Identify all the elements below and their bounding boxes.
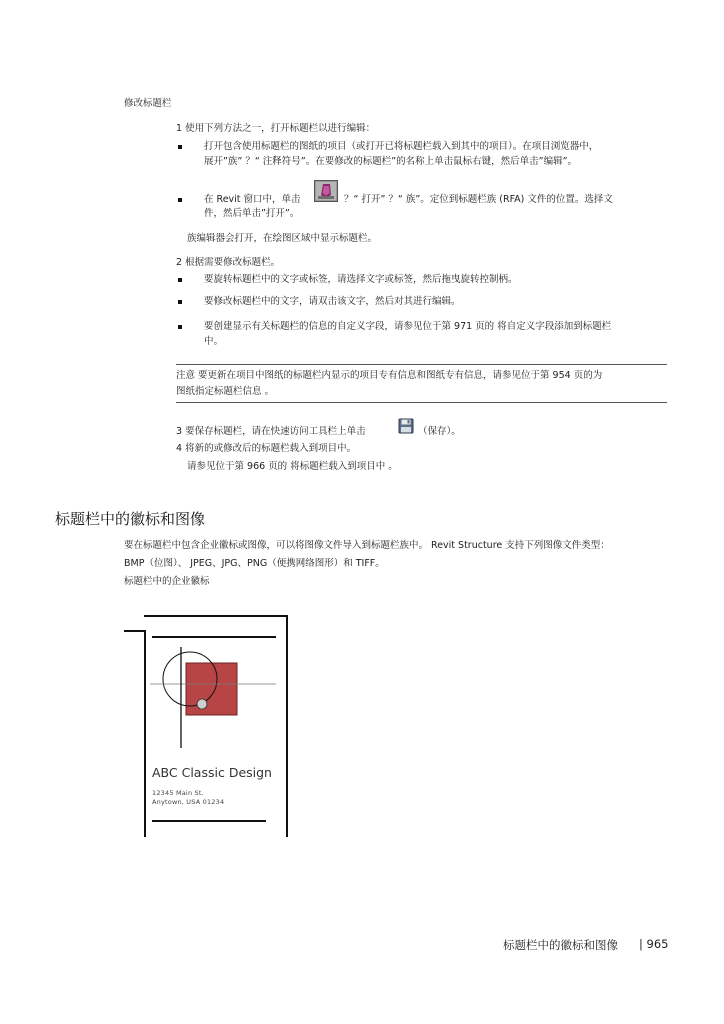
step1-bullet2-part-a: 在 Revit 窗口中，单击 <box>204 194 301 205</box>
frame-right-line <box>286 615 288 837</box>
block-bottom-rule <box>152 820 266 822</box>
frame-top-line <box>144 615 286 617</box>
step1-bullet2-line2: 件，然后单击”打开”。 <box>204 208 300 219</box>
callout-bottom-rule <box>176 402 667 403</box>
company-address-line2: Anytown, USA 01234 <box>152 798 225 806</box>
company-name: ABC Classic Design <box>152 765 272 780</box>
title-block-figure <box>124 615 289 837</box>
revit-application-icon <box>314 180 338 202</box>
bullet-marker <box>178 325 182 329</box>
step1-intro: 1 使用下列方法之一，打开标题栏以进行编辑： <box>176 123 376 134</box>
step4-line1: 4 将新的或修改后的标题栏载入到项目中。 <box>176 443 357 454</box>
step2-bullet2: 要修改标题栏中的文字，请双击该文字，然后对其进行编辑。 <box>204 296 461 307</box>
footer-title: 标题栏中的徽标和图像 <box>503 938 618 952</box>
step3-text-a: 3 要保存标题栏，请在快速访问工具栏上单击 <box>176 426 366 437</box>
step2-bullet1: 要旋转标题栏中的文字或标签，请选择文字或标签，然后拖曳旋转控制柄。 <box>204 274 518 285</box>
save-icon <box>398 418 414 434</box>
step2-bullet3-line2: 中。 <box>204 336 224 347</box>
step1-note: 族编辑器会打开，在绘图区域中显示标题栏。 <box>187 233 378 244</box>
frame-left-stub <box>124 630 144 632</box>
company-address-line1: 12345 Main St. <box>152 789 204 797</box>
frame-inner-left-line <box>144 630 146 837</box>
step2-bullet3-line1: 要创建显示有关标题栏的信息的自定义字段，请参见位于第 971 页的 将自定义字段添加到标题栏 <box>204 321 612 332</box>
step3-text-b: （保存）。 <box>418 426 461 437</box>
bullet-marker <box>178 198 182 202</box>
step4-line2: 请参见位于第 966 页的 将标题栏载入到项目中 。 <box>187 461 398 472</box>
page-number: | 965 <box>639 937 669 951</box>
block-top-rule <box>152 636 276 638</box>
step2-intro: 2 根据需要修改标题栏。 <box>176 257 281 268</box>
body-line2: BMP（位图）、 JPEG、JPG、PNG（便携网络图形）和 TIFF。 <box>124 558 385 569</box>
section-heading: 修改标题栏 <box>124 98 172 109</box>
bullet-marker <box>178 300 182 304</box>
step1-bullet1-line1: 打开包含使用标题栏的图纸的项目（或打开已将标题栏载入到其中的项目）。在项目浏览器中， <box>204 141 599 152</box>
body-line1: 要在标题栏中包含企业徽标或图像，可以将图像文件导入到标题栏族中。 Revit Structure 支持下列图像文件类型： <box>124 540 610 551</box>
step1-bullet2-part-b: ？“ 打开” ？“ 族”。定位到标题栏族 (RFA) 文件的位置。选择文 <box>344 194 613 205</box>
bullet-marker <box>178 278 182 282</box>
section-title: 标题栏中的徽标和图像 <box>55 510 206 528</box>
bullet-marker <box>178 145 182 149</box>
callout-line1: 注意 要更新在项目中图纸的标题栏内显示的项目专有信息和图纸专有信息，请参见位于第 954 页的为 <box>176 370 603 381</box>
callout-line2: 图纸指定标题栏信息 。 <box>176 386 275 397</box>
callout-top-rule <box>176 364 667 365</box>
figure-caption: 标题栏中的企业徽标 <box>124 576 210 587</box>
step1-bullet1-line2: 展开”族” ？“ 注释符号”。在要修改的标题栏”的名称上单击鼠标右键，然后单击”编辑”。 <box>204 156 577 167</box>
company-logo <box>148 639 280 751</box>
